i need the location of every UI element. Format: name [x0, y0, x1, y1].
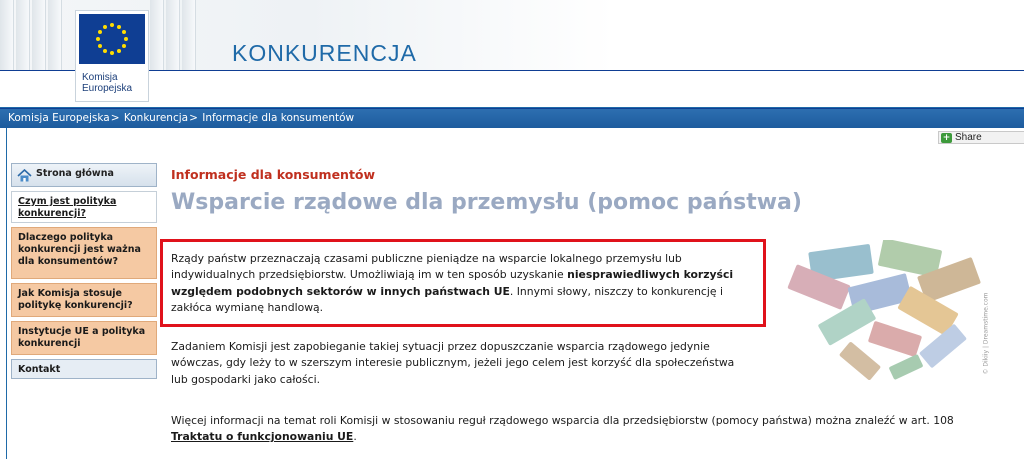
share-label: Share — [955, 132, 982, 143]
sidebar-item-why-important[interactable] — [11, 227, 157, 279]
logo-text — [82, 72, 132, 94]
intro-text-a: Rządy państw przeznaczają czasami publiczne pieniądze na wsparcie lokalnego przemysłu lub indywidualnych przedsiębiorstw. Umożliwiają im w ten sposób uzyskanie — [171, 252, 682, 282]
image-credit — [981, 290, 989, 380]
more-info-text-b: . — [353, 430, 357, 444]
falling-banknotes-image — [770, 240, 990, 382]
logo-line-2: Europejska — [82, 83, 133, 94]
intro-text-bold: niesprawiedliwych korzyści względem podobnych sektorów w innych państwach UE — [171, 268, 734, 298]
sidebar-item-eu-institutions[interactable] — [11, 321, 157, 355]
breadcrumb-separator: > — [189, 112, 198, 124]
home-icon — [17, 169, 32, 182]
header-rule — [0, 70, 1024, 71]
more-info-paragraph — [171, 413, 991, 446]
sidebar-item-label: Kontakt — [18, 364, 61, 375]
sidebar-item-label: Strona główna — [36, 168, 114, 179]
image-credit-text: © Dikiiy | Dreamstime.com — [982, 292, 990, 375]
ec-logo[interactable] — [75, 10, 149, 102]
sidebar-item-contact[interactable] — [11, 359, 157, 379]
intro-text-b: . Innymi słowy, niszczy to konkurencję i zakłóca wymianę handlową. — [171, 284, 723, 314]
intro-paragraph — [171, 251, 761, 316]
breadcrumb-item-current: Informacje dla konsumentów — [202, 112, 355, 124]
breadcrumb-item-ec[interactable]: Komisja Europejska — [8, 112, 110, 124]
treaty-link[interactable]: Traktatu o funkcjonowaniu UE — [171, 430, 354, 444]
breadcrumb-item-competition[interactable]: Konkurencja — [123, 112, 189, 124]
breadcrumb — [8, 112, 354, 124]
sidebar-item-label: Instytucje UE a polityka konkurencji — [18, 326, 146, 349]
page-title: Wsparcie rządowe dla przemysłu (pomoc państwa) — [171, 190, 802, 215]
header-background — [0, 0, 1024, 70]
commission-role-paragraph: Zadaniem Komisji jest zapobieganie takiej sytuacji przez dopuszczanie wsparcia rządowego jedynie wówczas, gdy leży to w szerszym interesie publicznym, jeżeli jego celem jest korzyść dla społeczeństwa lub gospodarki jako całości. — [171, 340, 735, 386]
sidebar-item-label: Czym jest polityka konkurencji? — [18, 196, 117, 219]
eu-flag-icon — [79, 14, 145, 64]
sidebar-item-what-is-competition[interactable] — [11, 191, 157, 223]
page-left-border — [6, 128, 7, 459]
sidebar-item-how-commission-applies[interactable] — [11, 283, 157, 317]
sidebar-item-label: Dlaczego polityka konkurencji jest ważna dla konsumentów? — [18, 232, 141, 267]
sidebar-item-home[interactable] — [11, 163, 157, 187]
section-label: Informacje dla konsumentów — [171, 167, 376, 182]
logo-line-1: Komisja — [82, 72, 118, 83]
site-title[interactable]: KONKURENCJA — [232, 40, 417, 66]
sidebar-item-label: Jak Komisja stosuje politykę konkurencji? — [18, 288, 133, 311]
more-info-text-a: Więcej informacji na temat roli Komisji w stosowaniu reguł rządowego wsparcia dla przedsiębiorstw (pomocy państwa) można znaleźć w art. 108 — [171, 414, 954, 427]
breadcrumb-bar — [0, 108, 1024, 128]
share-icon: + — [942, 133, 951, 143]
site-header — [0, 0, 1024, 108]
breadcrumb-separator: > — [110, 112, 120, 124]
share-button[interactable] — [938, 131, 1024, 144]
